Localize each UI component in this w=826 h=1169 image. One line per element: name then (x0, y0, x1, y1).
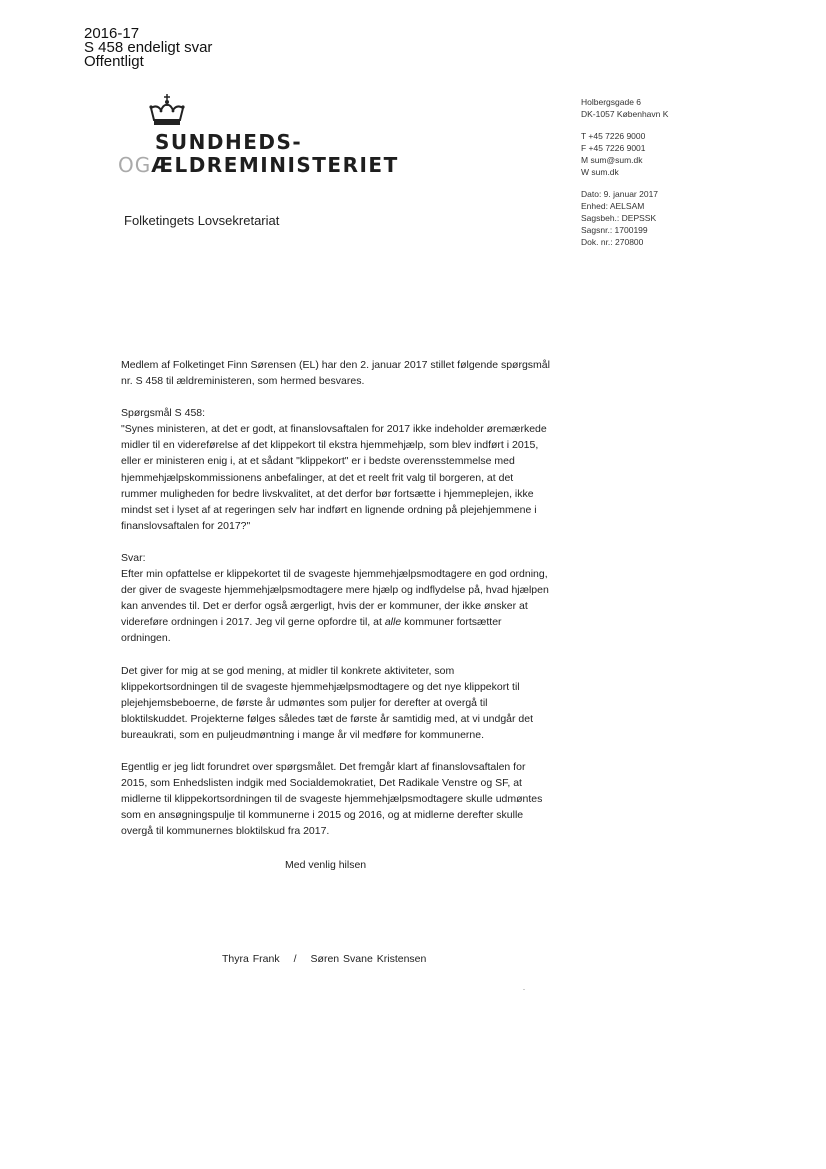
stamp-reference: S 458 endeligt svar (84, 39, 213, 56)
answer-heading: Svar: (121, 551, 146, 564)
email: M sum@sum.dk (581, 155, 643, 165)
question-heading: Spørgsmål S 458: (121, 407, 206, 420)
closing: Med venlig hilsen (285, 859, 367, 871)
letter-body (121, 357, 551, 839)
answer-p1-text-a: Efter min opfattelse er klippekortet til de svageste hjemmehjælpsmodtagere en god ordning, der giver de svageste hjemmehjælpsmodtagere mere hjælp og indflydelse på, hvad hjælpen kan anvendes til. Det er derfor også ærgerligt, hvis der er kommuner, der ikke ønsker at videreføre ordningen i 2017. Jeg vil gerne opfordre til, at (121, 568, 549, 629)
signature (222, 953, 426, 965)
answer-paragraph-2: Det giver for mig at se god mening, at midler til konkrete aktiviteter, som klippekortsordningen til de svageste hjemmehjælpsmodtagere og det nye klippekort til plejehjemsbeboerne, de første år udmøntes som puljer for derefter at overgå til bloktilskuddet. Projekterne følges således tæt de første år samtidig med, at vi undgår det bureaukrati, som en puljeudmøntning i mange år vil medføre for kommunerne. (121, 664, 534, 741)
sender-info (581, 96, 668, 258)
logo-line-2-text: ÆLDREMINISTERIET (151, 153, 399, 177)
postal-address (581, 96, 668, 120)
signature-separator: / (293, 953, 297, 965)
signatory-2: Søren Svane Kristensen (310, 953, 427, 965)
recipient: Folketingets Lovsekretariat (124, 213, 280, 228)
case-metadata (581, 188, 668, 248)
answer-p1-emphasis: alle (384, 616, 402, 629)
document-stamp (84, 27, 212, 69)
logo-og: OG (118, 153, 152, 177)
logo-line-1: SUNDHEDS- (155, 130, 303, 154)
case-handler: Sagsbeh.: DEPSSK (581, 213, 657, 223)
logo-line-2 (118, 153, 399, 177)
signatory-1: Thyra Frank (222, 953, 280, 965)
phone: T +45 7226 9000 (581, 131, 646, 141)
answer-paragraph-3: Egentlig er jeg lidt forundret over spørgsmålet. Det fremgår klart af finanslovsaftalen for 2015, som Enhedslisten indgik med Socialdemokratiet, Det Radikale Venstre og SF, at midlerne til klippekortsordningen til de svageste hjemmehjælpsmodtagere skulle udmøntes som en ansøgningspulje til kommunerne i 2015 og 2016, og at midlerne derefter skulle overgå til kommunernes bloktilskud fra 2017. (121, 760, 543, 838)
fax: F +45 7226 9001 (581, 143, 646, 153)
intro-paragraph: Medlem af Folketinget Finn Sørensen (EL) har den 2. januar 2017 stillet følgende spørgsmål nr. S 458 til ældreministeren, som hermed besvares. (121, 359, 550, 388)
stamp-status: Offentligt (84, 53, 144, 70)
city: DK-1057 København K (581, 109, 669, 119)
contact-info (581, 130, 668, 178)
answer-paragraph-1 (121, 566, 551, 646)
website: W sum.dk (581, 167, 619, 177)
scan-speck (523, 989, 525, 990)
question-text: "Synes ministeren, at det er godt, at finanslovsaftalen for 2017 ikke indeholder øremærkede midler til en videreførelse af det klippekort til ekstra hjemmehjælp, som blev indført i 2015, eller er ministeren enig i, at et sådant "klippekort" er i bedste overensstemmelse med hjemmehjælpskommissionens anbefalinger, at det et reelt frit valg til borgeren, at det rummer muligheden for bedre livskvalitet, at det derfor bør fortsætte i hjemmeplejen, ikke mindst set i lyset af at regeringen selv har indført en lignende ordning på plejehjemmene i finanslovsaftalen for 2017?" (121, 423, 547, 532)
answer-p1-text-b: kommuner fortsætter ordningen. (121, 616, 502, 645)
date: Dato: 9. januar 2017 (581, 189, 659, 199)
case-number: Sagsnr.: 1700199 (581, 225, 648, 235)
street: Holbergsgade 6 (581, 97, 642, 107)
document-number: Dok. nr.: 270800 (581, 237, 644, 247)
stamp-session: 2016-17 (84, 25, 140, 42)
unit: Enhed: AELSAM (581, 201, 645, 211)
crown-icon (147, 94, 187, 128)
